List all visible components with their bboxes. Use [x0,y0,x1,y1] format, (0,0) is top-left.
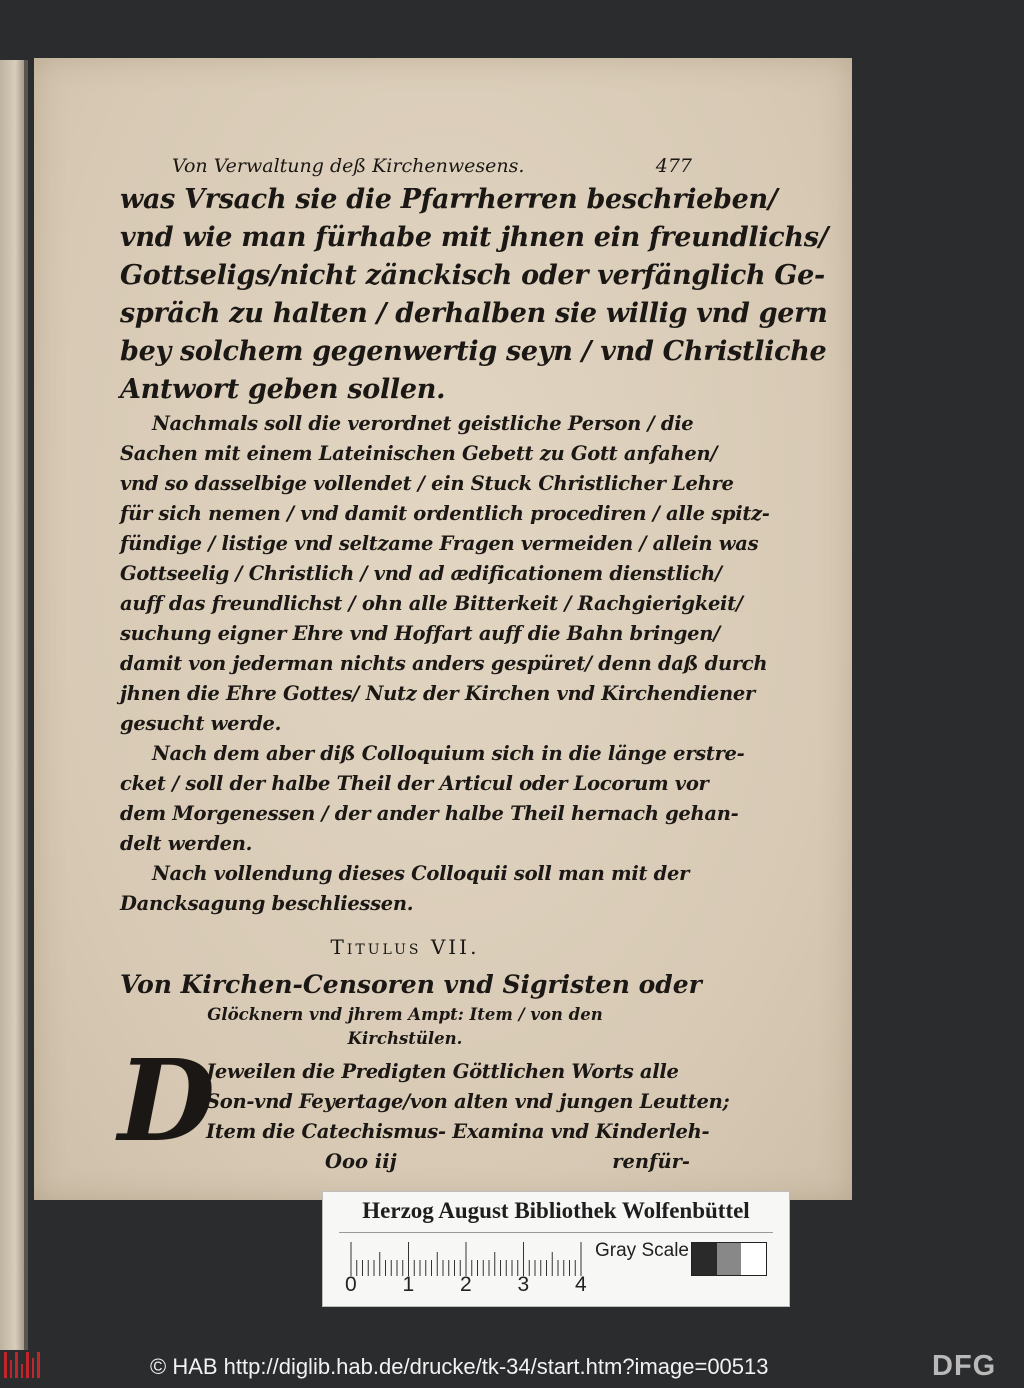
card-divider [339,1232,773,1233]
adjacent-page-edge [0,60,28,1350]
ruler-numbers [343,1273,603,1297]
paragraph-2 [120,739,745,859]
color-scale-card [322,1191,790,1307]
text-line: auff das freundlichst / ohn alle Bitterkeit / Rachgierigkeit/ [120,592,743,615]
text-line: für sich nemen / vnd damit ordentlich procediren / alle spitz- [120,502,770,525]
text-line: Item die Catechismus- Examina vnd Kinderleh- [206,1120,710,1143]
ruler-number: 4 [575,1273,587,1296]
ruler-number: 3 [517,1273,530,1296]
text-line: Nachmals soll die verordnet geistliche Person / die [152,412,694,435]
text-line: was Vrsach sie die Pfarrherren beschrieben/ [120,184,778,215]
text-line: Dancksagung beschliessen. [120,892,414,915]
paragraph-1 [120,409,770,739]
centimeter-ruler [343,1240,583,1276]
text-line: gesucht werde. [120,712,282,735]
section-subheading: Kirchstülen. [347,1029,463,1048]
text-line: spräch zu halten / derhalben sie willig vnd gern [120,298,828,329]
gray-swatch-white [741,1243,766,1275]
signature-mark: Ooo iij [325,1150,397,1173]
page-number: 477 [655,155,692,177]
text-line: vnd so dasselbige vollendet / ein Stuck Christlicher Lehre [120,472,734,495]
opening-lines [120,181,829,409]
gray-swatch-black [692,1243,717,1275]
library-name: Herzog August Bibliothek Wolfenbüttel [362,1198,750,1223]
section-heading: Von Kirchen-Censoren vnd Sigristen oder [120,970,702,999]
copyright-url[interactable]: © HAB http://diglib.hab.de/drucke/tk-34/start.htm?image=00513 [150,1354,769,1379]
gray-scale-swatches [691,1242,767,1276]
running-head [172,155,692,181]
text-line: dem Morgenessen / der ander halbe Theil hernach gehan- [120,802,739,825]
running-head-title: Von Verwaltung deß Kirchenwesens. [172,155,525,177]
page-text [118,155,829,1177]
text-line: Sachen mit einem Lateinischen Gebett zu Gott anfahen/ [120,442,718,465]
text-line: Son-vnd Feyertage/von alten vnd jungen Leutten; [206,1090,730,1113]
decorated-initial: D [118,1036,216,1167]
text-line: Antwort geben sollen. [120,374,446,405]
text-line: cket / soll der halbe Theil der Articul oder Locorum vor [120,772,709,795]
text-line: Nach dem aber diß Colloquium sich in die länge erstre- [152,742,745,765]
gray-scale-label: Gray Scale [595,1240,689,1261]
text-line: delt werden. [120,832,253,855]
gray-swatch-mid [717,1243,742,1275]
hab-barcode-icon [4,1352,40,1378]
paragraph-3 [120,859,690,919]
text-line: bey solchem gegenwertig seyn / vnd Christliche [120,336,827,367]
text-line: jhnen die Ehre Gottes/ Nutz der Kirchen vnd Kirchendiener [120,682,755,705]
text-line: fündige / listige vnd seltzame Fragen vermeiden / allein was [120,532,759,555]
section-title-label: Titulus VII. [330,935,480,959]
text-line: Nach vollendung dieses Colloquii soll man mit der [152,862,690,885]
text-line: Jeweilen die Predigten Göttlichen Worts alle [206,1060,679,1083]
text-line: Gottseelig / Christlich / vnd ad ædificationem dienstlich/ [120,562,722,585]
text-line: vnd wie man fürhabe mit jhnen ein freundlichs/ [120,222,829,253]
page-gutter [24,60,28,1350]
ruler-number: 0 [345,1273,357,1296]
ruler-number: 2 [460,1273,472,1296]
dfg-logo: DFG [932,1350,997,1382]
text-line: suchung eigner Ehre vnd Hoffart auff die Bahn bringen/ [120,622,720,645]
section-subheading: Glöcknern vnd jhrem Ampt: Item / von den [207,1005,603,1024]
catchword: renfür- [612,1150,690,1173]
book-page [34,58,852,1200]
text-line: damit von jederman nichts anders gespüret/ denn daß durch [120,652,768,675]
text-line: Gottseligs/nicht zänckisch oder verfänglich Ge- [120,260,825,291]
ruler-number: 1 [402,1273,415,1296]
